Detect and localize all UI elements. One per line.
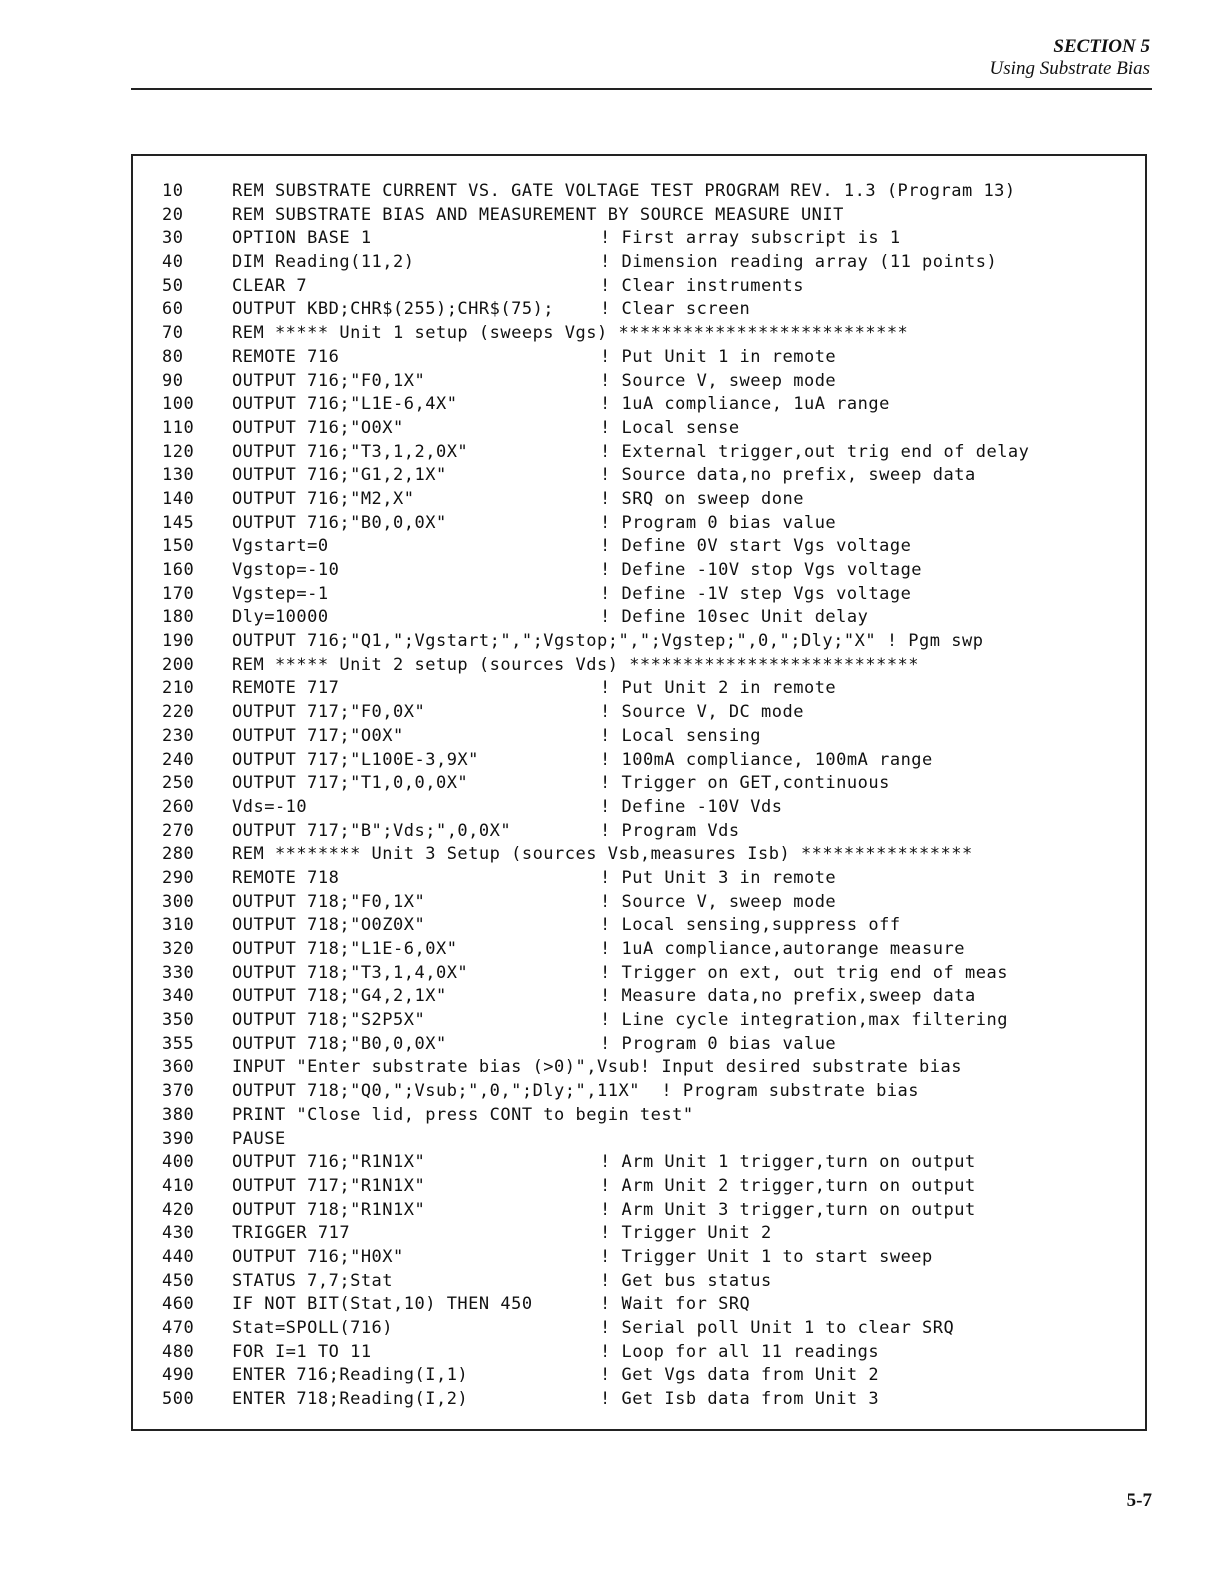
line-comment: ! Arm Unit 2 trigger,turn on output [600, 1175, 976, 1196]
code-line [133, 1222, 1145, 1246]
line-comment: ! Dimension reading array (11 points) [600, 252, 998, 273]
code-line [133, 1056, 1145, 1080]
line-code: OUTPUT 718;"G4,2,1X" [232, 986, 447, 1007]
listing-lines [133, 180, 1145, 1412]
line-number: 230 [162, 725, 195, 746]
program-listing [131, 154, 1147, 1431]
line-number: 150 [162, 536, 195, 557]
line-code: OUTPUT 716;"O0X" [232, 417, 404, 438]
line-comment: ! Put Unit 2 in remote [600, 678, 837, 699]
line-number: 450 [162, 1270, 195, 1291]
code-line [133, 749, 1145, 773]
line-code: IF NOT BIT(Stat,10) THEN 450 [232, 1294, 533, 1315]
line-comment: ! 1uA compliance, 1uA range [600, 394, 890, 415]
line-code: REMOTE 717 [232, 678, 340, 699]
line-code: OUTPUT 718;"Q0,";Vsub;",0,";Dly;",11X" ! Program substrate bias [232, 1081, 920, 1102]
code-line [133, 1009, 1145, 1033]
line-comment: ! Serial poll Unit 1 to clear SRQ [600, 1318, 955, 1338]
section-subtitle: Using Substrate Bias [989, 58, 1150, 79]
line-comment: ! Program 0 bias value [600, 1033, 837, 1054]
line-comment: ! Source V, sweep mode [600, 891, 837, 912]
line-comment: ! Trigger Unit 2 [600, 1223, 772, 1244]
line-number: 310 [162, 915, 195, 936]
code-line [133, 583, 1145, 607]
line-code: Stat=SPOLL(716) [232, 1318, 394, 1338]
line-number: 80 [162, 346, 184, 367]
code-line [133, 820, 1145, 844]
line-comment: ! External trigger,out trig end of delay [600, 441, 1030, 462]
line-code: OUTPUT 717;"R1N1X" [232, 1175, 426, 1196]
line-code: OUTPUT 716;"L1E-6,4X" [232, 394, 458, 415]
line-comment: ! Wait for SRQ [600, 1294, 751, 1315]
code-line [133, 204, 1145, 228]
line-code: DIM Reading(11,2) [232, 252, 415, 273]
line-comment: ! Local sensing [600, 725, 762, 746]
line-number: 470 [162, 1318, 195, 1338]
page-number: 5-7 [1126, 1490, 1152, 1511]
line-number: 350 [162, 1010, 195, 1031]
line-code: ENTER 718;Reading(I,2) [232, 1389, 469, 1410]
line-number: 140 [162, 488, 195, 509]
line-number: 320 [162, 939, 195, 959]
line-number: 210 [162, 678, 195, 699]
line-code: ENTER 716;Reading(I,1) [232, 1365, 469, 1386]
line-comment: ! Program 0 bias value [600, 512, 837, 533]
code-line [133, 322, 1145, 346]
line-comment: ! Loop for all 11 readings [600, 1341, 880, 1362]
line-code: OPTION BASE 1 [232, 228, 372, 249]
code-line [133, 1033, 1145, 1057]
line-code: OUTPUT 718;"R1N1X" [232, 1199, 426, 1220]
line-comment: ! Local sense [600, 417, 740, 438]
line-number: 20 [162, 204, 184, 225]
code-line [133, 298, 1145, 322]
code-line [133, 251, 1145, 275]
line-number: 380 [162, 1104, 195, 1125]
line-number: 130 [162, 465, 195, 486]
line-comment: ! Define 0V start Vgs voltage [600, 536, 912, 557]
line-number: 370 [162, 1081, 195, 1102]
line-code: OUTPUT 718;"F0,1X" [232, 891, 426, 912]
line-code: Vgstart=0 [232, 536, 329, 557]
code-line [133, 701, 1145, 725]
code-line [133, 1388, 1145, 1412]
line-comment: ! Program Vds [600, 820, 740, 841]
line-code: OUTPUT 718;"S2P5X" [232, 1010, 426, 1031]
code-line [133, 1246, 1145, 1270]
line-code: OUTPUT 716;"R1N1X" [232, 1152, 426, 1173]
line-code: OUTPUT 716;"Q1,";Vgstart;",";Vgstop;",";Vgstep;",0,";Dly;"X" ! Pgm swp [232, 631, 984, 652]
line-code: PAUSE [232, 1128, 286, 1149]
code-line [133, 346, 1145, 370]
code-line [133, 1317, 1145, 1341]
line-comment: ! Measure data,no prefix,sweep data [600, 986, 976, 1007]
line-code: OUTPUT 716;"B0,0,0X" [232, 512, 447, 533]
line-number: 90 [162, 370, 184, 391]
line-number: 190 [162, 631, 195, 652]
line-number: 110 [162, 417, 195, 438]
code-line [133, 464, 1145, 488]
line-number: 430 [162, 1223, 195, 1244]
line-code: REM ******** Unit 3 Setup (sources Vsb,measures Isb) **************** [232, 844, 973, 865]
line-comment: ! Source V, DC mode [600, 702, 804, 723]
code-line [133, 275, 1145, 299]
line-code: OUTPUT 718;"T3,1,4,0X" [232, 962, 469, 983]
page-header [990, 36, 1150, 80]
line-number: 390 [162, 1128, 195, 1149]
code-line [133, 938, 1145, 962]
code-line [133, 417, 1145, 441]
line-number: 145 [162, 512, 195, 533]
line-code: REM ***** Unit 2 setup (sources Vds) *************************** [232, 654, 920, 675]
line-number: 220 [162, 702, 195, 723]
line-code: OUTPUT 716;"M2,X" [232, 488, 415, 509]
line-code: INPUT "Enter substrate bias (>0)",Vsub! Input desired substrate bias [232, 1057, 962, 1078]
line-code: OUTPUT 717;"T1,0,0,0X" [232, 773, 469, 794]
line-number: 330 [162, 962, 195, 983]
code-line [133, 512, 1145, 536]
line-comment: ! Put Unit 3 in remote [600, 867, 837, 888]
line-comment: ! Put Unit 1 in remote [600, 346, 837, 367]
code-line [133, 796, 1145, 820]
line-code: OUTPUT 716;"H0X" [232, 1246, 404, 1267]
line-code: OUTPUT 716;"F0,1X" [232, 370, 426, 391]
code-line [133, 488, 1145, 512]
line-comment: ! Arm Unit 1 trigger,turn on output [600, 1152, 976, 1173]
line-number: 70 [162, 323, 184, 344]
line-code: OUTPUT 716;"G1,2,1X" [232, 465, 447, 486]
line-comment: ! Local sensing,suppress off [600, 915, 901, 936]
line-number: 340 [162, 986, 195, 1007]
line-comment: ! 1uA compliance,autorange measure [600, 939, 965, 959]
line-comment: ! First array subscript is 1 [600, 228, 901, 249]
line-comment: ! Get bus status [600, 1270, 772, 1291]
code-line [133, 843, 1145, 867]
line-number: 300 [162, 891, 195, 912]
line-number: 10 [162, 181, 184, 201]
line-comment: ! Arm Unit 3 trigger,turn on output [600, 1199, 976, 1220]
code-line [133, 1128, 1145, 1152]
line-comment: ! Trigger on GET,continuous [600, 773, 890, 794]
line-number: 290 [162, 867, 195, 888]
code-line [133, 370, 1145, 394]
code-line [133, 1151, 1145, 1175]
line-code: OUTPUT 717;"F0,0X" [232, 702, 426, 723]
code-line [133, 606, 1145, 630]
code-line [133, 393, 1145, 417]
line-comment: ! Define -1V step Vgs voltage [600, 583, 912, 604]
code-line [133, 227, 1145, 251]
line-code: REM ***** Unit 1 setup (sweeps Vgs) *************************** [232, 323, 909, 344]
line-number: 280 [162, 844, 195, 865]
line-number: 460 [162, 1294, 195, 1315]
code-line [133, 1080, 1145, 1104]
code-line [133, 677, 1145, 701]
code-line [133, 559, 1145, 583]
line-number: 50 [162, 275, 184, 296]
code-line [133, 891, 1145, 915]
line-code: Dly=10000 [232, 607, 329, 628]
section-label: SECTION 5 [1053, 36, 1150, 57]
code-line [133, 1270, 1145, 1294]
line-comment: ! Source data,no prefix, sweep data [600, 465, 976, 486]
code-line [133, 630, 1145, 654]
code-line [133, 441, 1145, 465]
line-code: PRINT "Close lid, press CONT to begin test" [232, 1104, 694, 1125]
code-line [133, 1104, 1145, 1128]
line-comment: ! Get Vgs data from Unit 2 [600, 1365, 880, 1386]
line-code: Vgstep=-1 [232, 583, 329, 604]
line-number: 240 [162, 749, 195, 770]
line-comment: ! Trigger Unit 1 to start sweep [600, 1246, 933, 1267]
line-code: OUTPUT 717;"O0X" [232, 725, 404, 746]
line-number: 360 [162, 1057, 195, 1078]
line-number: 40 [162, 252, 184, 273]
code-line [133, 180, 1145, 204]
line-number: 60 [162, 299, 184, 320]
line-code: REM SUBSTRATE CURRENT VS. GATE VOLTAGE TEST PROGRAM REV. 1.3 (Program 13) [232, 181, 1016, 201]
code-line [133, 1364, 1145, 1388]
line-comment: ! Get Isb data from Unit 3 [600, 1389, 880, 1410]
line-code: OUTPUT 718;"B0,0,0X" [232, 1033, 447, 1054]
line-comment: ! Trigger on ext, out trig end of meas [600, 962, 1008, 983]
code-line [133, 985, 1145, 1009]
line-number: 170 [162, 583, 195, 604]
line-code: OUTPUT 718;"O0Z0X" [232, 915, 426, 936]
line-number: 420 [162, 1199, 195, 1220]
line-number: 490 [162, 1365, 195, 1386]
line-code: FOR I=1 TO 11 [232, 1341, 372, 1362]
line-code: OUTPUT 716;"T3,1,2,0X" [232, 441, 469, 462]
line-number: 160 [162, 560, 195, 580]
line-code: REMOTE 716 [232, 346, 340, 367]
line-number: 260 [162, 796, 195, 817]
code-line [133, 1341, 1145, 1365]
line-number: 270 [162, 820, 195, 841]
line-number: 480 [162, 1341, 195, 1362]
line-number: 410 [162, 1175, 195, 1196]
line-number: 355 [162, 1033, 195, 1054]
line-code: REM SUBSTRATE BIAS AND MEASUREMENT BY SOURCE MEASURE UNIT [232, 204, 844, 225]
code-line [133, 1199, 1145, 1223]
line-comment: ! Source V, sweep mode [600, 370, 837, 391]
code-line [133, 772, 1145, 796]
code-line [133, 914, 1145, 938]
line-number: 200 [162, 654, 195, 675]
code-line [133, 654, 1145, 678]
line-number: 500 [162, 1389, 195, 1410]
line-code: Vgstop=-10 [232, 560, 340, 580]
line-code: OUTPUT 717;"B";Vds;",0,0X" [232, 820, 512, 841]
line-comment: ! Define -10V Vds [600, 796, 783, 817]
line-comment: ! SRQ on sweep done [600, 488, 804, 509]
line-comment: ! Line cycle integration,max filtering [600, 1010, 1008, 1031]
line-comment: ! Define 10sec Unit delay [600, 607, 869, 628]
line-code: OUTPUT 717;"L100E-3,9X" [232, 749, 479, 770]
line-comment: ! 100mA compliance, 100mA range [600, 749, 933, 770]
line-code: STATUS 7,7;Stat [232, 1270, 394, 1291]
line-code: TRIGGER 717 [232, 1223, 351, 1244]
line-code: CLEAR 7 [232, 275, 308, 296]
line-number: 120 [162, 441, 195, 462]
line-number: 440 [162, 1246, 195, 1267]
code-line [133, 725, 1145, 749]
line-number: 180 [162, 607, 195, 628]
code-line [133, 962, 1145, 986]
line-number: 100 [162, 394, 195, 415]
line-number: 30 [162, 228, 184, 249]
code-line [133, 1293, 1145, 1317]
line-code: Vds=-10 [232, 796, 308, 817]
code-line [133, 1175, 1145, 1199]
code-line [133, 535, 1145, 559]
line-code: OUTPUT KBD;CHR$(255);CHR$(75); [232, 299, 555, 320]
code-line [133, 867, 1145, 891]
line-code: OUTPUT 718;"L1E-6,0X" [232, 939, 458, 959]
line-code: REMOTE 718 [232, 867, 340, 888]
line-number: 400 [162, 1152, 195, 1173]
line-comment: ! Clear screen [600, 299, 751, 320]
line-comment: ! Clear instruments [600, 275, 804, 296]
header-rule [131, 88, 1152, 90]
line-number: 250 [162, 773, 195, 794]
line-comment: ! Define -10V stop Vgs voltage [600, 560, 923, 580]
